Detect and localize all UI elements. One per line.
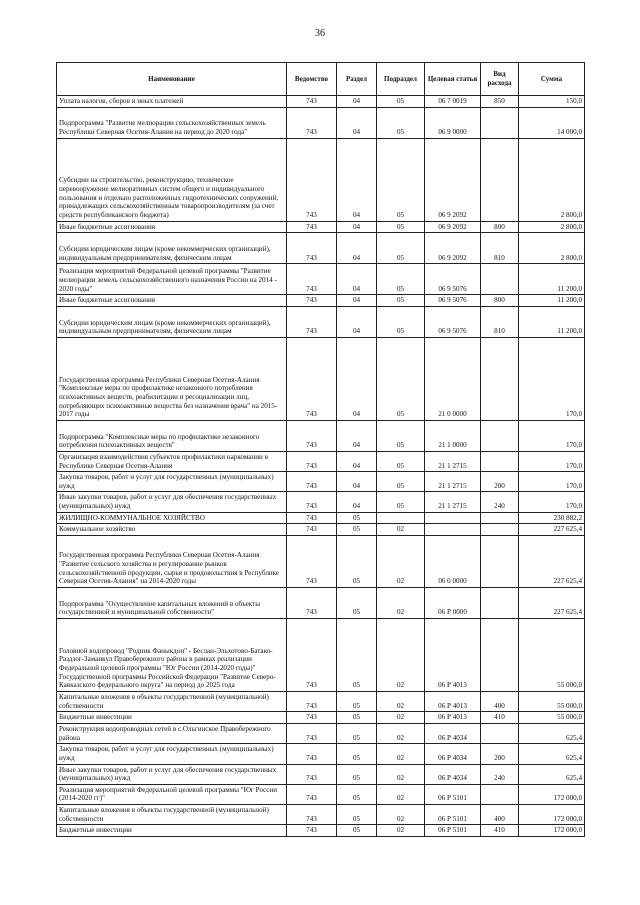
row-target-article: 06 9 2092 <box>425 233 481 264</box>
row-expense-type: 800 <box>481 295 519 307</box>
row-section: 05 <box>337 536 377 588</box>
row-department: 743 <box>287 744 337 764</box>
row-subsection: 05 <box>377 472 425 492</box>
row-expense-type: 400 <box>481 692 519 712</box>
row-name: Организация взаимодействия субъектов профилактики наркомании в Республике Северная Осетия-Алания <box>57 451 287 471</box>
row-section: 04 <box>337 138 377 221</box>
row-department: 743 <box>287 536 337 588</box>
row-section: 05 <box>337 764 377 784</box>
row-subsection: 02 <box>377 524 425 536</box>
header-name: Наименование <box>57 63 287 96</box>
row-section: 05 <box>337 512 377 524</box>
row-department: 743 <box>287 107 337 138</box>
row-target-article: 06 7 0019 <box>425 96 481 108</box>
row-expense-type <box>481 784 519 804</box>
row-expense-type <box>481 512 519 524</box>
row-name: Капитальные вложения в объекты государственной (муниципальной) собственности <box>57 692 287 712</box>
table-row <box>57 512 585 524</box>
row-subsection: 05 <box>377 96 425 108</box>
row-target-article: 06 Р 5101 <box>425 805 481 825</box>
row-subsection: 05 <box>377 451 425 471</box>
row-name: Иные бюджетные ассигнования <box>57 221 287 233</box>
row-department: 743 <box>287 805 337 825</box>
row-subsection: 02 <box>377 692 425 712</box>
table-row <box>57 306 585 337</box>
table-row <box>57 619 585 692</box>
row-target-article: 06 Р 5101 <box>425 784 481 804</box>
row-name: Бюджетные инвестиции <box>57 712 287 724</box>
row-department: 743 <box>287 723 337 743</box>
row-section: 04 <box>337 96 377 108</box>
row-target-article: 06 Р 5101 <box>425 825 481 837</box>
table-row <box>57 712 585 724</box>
row-target-article: 21 1 2715 <box>425 492 481 512</box>
row-amount: 227 625,4 <box>519 588 585 619</box>
row-amount: 11 200,0 <box>519 306 585 337</box>
row-amount: 2 800,0 <box>519 233 585 264</box>
row-subsection: 02 <box>377 536 425 588</box>
row-expense-type: 200 <box>481 744 519 764</box>
table-row <box>57 784 585 804</box>
row-section: 04 <box>337 264 377 295</box>
row-target-article: 06 9 5076 <box>425 295 481 307</box>
row-target-article: 06 9 5076 <box>425 264 481 295</box>
row-target-article: 06 9 2092 <box>425 138 481 221</box>
row-amount: 170,0 <box>519 492 585 512</box>
table-row <box>57 744 585 764</box>
row-department: 743 <box>287 712 337 724</box>
row-department: 743 <box>287 233 337 264</box>
row-subsection: 05 <box>377 264 425 295</box>
row-subsection: 05 <box>377 221 425 233</box>
row-expense-type <box>481 536 519 588</box>
row-amount: 11 200,0 <box>519 264 585 295</box>
row-expense-type: 800 <box>481 221 519 233</box>
row-name: Коммунальное хозяйство <box>57 524 287 536</box>
row-subsection: 02 <box>377 764 425 784</box>
row-expense-type: 240 <box>481 764 519 784</box>
row-name: Закупка товаров, работ и услуг для государственных (муниципальных) нужд <box>57 744 287 764</box>
row-expense-type: 200 <box>481 472 519 492</box>
row-department: 743 <box>287 264 337 295</box>
header-section: Раздел <box>337 63 377 96</box>
row-section: 04 <box>337 221 377 233</box>
table-row <box>57 492 585 512</box>
row-subsection: 02 <box>377 784 425 804</box>
row-section: 05 <box>337 692 377 712</box>
header-target-article: Целевая статья <box>425 63 481 96</box>
row-department: 743 <box>287 295 337 307</box>
row-subsection: 02 <box>377 805 425 825</box>
table-row <box>57 723 585 743</box>
row-expense-type <box>481 588 519 619</box>
row-section: 05 <box>337 744 377 764</box>
row-name: Подпрограмма "Комплексные меры по профилактике незаконного потребления психоактивных веществ" <box>57 420 287 451</box>
row-target-article: 06 9 2092 <box>425 221 481 233</box>
row-name: Подпрограмма "Осуществление капитальных вложений в объекты государственной и муниципальной собственности" <box>57 588 287 619</box>
row-section: 04 <box>337 451 377 471</box>
row-name: Государственная программа Республики Северная Осетия-Алания "Развитие сельского хозяйства и регулирование рынков сельскохозяйственной продукции, сырья и продовольствия в Республике Северная Осетия-Алания" на 2014-2020 годы <box>57 536 287 588</box>
row-name: Иные закупки товаров, работ и услуг для обеспечения государственных (муниципальных) нужд <box>57 492 287 512</box>
budget-table <box>56 62 585 837</box>
row-target-article: 06 9 5076 <box>425 306 481 337</box>
row-amount: 55 000,0 <box>519 692 585 712</box>
row-target-article: 06 Р 4034 <box>425 764 481 784</box>
row-amount: 625,4 <box>519 764 585 784</box>
row-department: 743 <box>287 588 337 619</box>
row-subsection: 02 <box>377 744 425 764</box>
row-target-article: 06 9 0000 <box>425 107 481 138</box>
header-subsection: Подраздел <box>377 63 425 96</box>
table-row <box>57 96 585 108</box>
row-expense-type <box>481 337 519 420</box>
row-amount: 11 200,0 <box>519 295 585 307</box>
table-row <box>57 524 585 536</box>
row-section: 04 <box>337 233 377 264</box>
row-amount: 172 000,0 <box>519 805 585 825</box>
table-row <box>57 337 585 420</box>
table-row <box>57 588 585 619</box>
row-department: 743 <box>287 306 337 337</box>
row-subsection: 02 <box>377 588 425 619</box>
row-expense-type: 410 <box>481 825 519 837</box>
row-amount: 170,0 <box>519 337 585 420</box>
row-section: 05 <box>337 805 377 825</box>
row-section: 04 <box>337 472 377 492</box>
row-section: 04 <box>337 420 377 451</box>
page-number: 36 <box>315 28 325 39</box>
row-target-article: 21 0 0000 <box>425 337 481 420</box>
table-row <box>57 221 585 233</box>
table-row <box>57 233 585 264</box>
row-target-article: 06 Р 4034 <box>425 744 481 764</box>
row-expense-type: 400 <box>481 805 519 825</box>
row-name: Иные закупки товаров, работ и услуг для обеспечения государственных (муниципальных) нужд <box>57 764 287 784</box>
table-row <box>57 764 585 784</box>
row-name: Бюджетные инвестиции <box>57 825 287 837</box>
row-expense-type: 810 <box>481 306 519 337</box>
row-expense-type <box>481 723 519 743</box>
row-name: Иные бюджетные ассигнования <box>57 295 287 307</box>
row-department: 743 <box>287 420 337 451</box>
row-target-article: 21 1 2715 <box>425 472 481 492</box>
row-department: 743 <box>287 764 337 784</box>
row-expense-type <box>481 138 519 221</box>
row-target-article <box>425 512 481 524</box>
row-section: 04 <box>337 306 377 337</box>
row-expense-type <box>481 107 519 138</box>
row-expense-type <box>481 420 519 451</box>
row-subsection: 05 <box>377 295 425 307</box>
header-department: Ведомство <box>287 63 337 96</box>
table-row <box>57 805 585 825</box>
row-department: 743 <box>287 692 337 712</box>
row-amount: 230 882,2 <box>519 512 585 524</box>
row-department: 743 <box>287 221 337 233</box>
row-subsection: 02 <box>377 723 425 743</box>
row-subsection: 05 <box>377 337 425 420</box>
table-row <box>57 692 585 712</box>
row-expense-type: 240 <box>481 492 519 512</box>
row-name: Капитальные вложения в объекты государственной (муниципальной) собственности <box>57 805 287 825</box>
row-subsection: 05 <box>377 420 425 451</box>
row-department: 743 <box>287 451 337 471</box>
row-target-article <box>425 524 481 536</box>
row-section: 05 <box>337 524 377 536</box>
row-subsection: 02 <box>377 712 425 724</box>
table-header-row <box>57 63 585 96</box>
row-subsection: 02 <box>377 825 425 837</box>
table-row <box>57 536 585 588</box>
row-target-article: 21 1 0000 <box>425 420 481 451</box>
table-body <box>57 96 585 837</box>
table-row <box>57 107 585 138</box>
row-department: 743 <box>287 619 337 692</box>
row-department: 743 <box>287 784 337 804</box>
table-row <box>57 138 585 221</box>
row-name: Субсидии юридическим лицам (кроме некоммерческих организаций), индивидуальным предпринимателям, физическим лицам <box>57 233 287 264</box>
table-row <box>57 264 585 295</box>
row-amount: 55 000,0 <box>519 619 585 692</box>
header-amount: Сумма <box>519 63 585 96</box>
row-name: Реконструкция водопроводных сетей в с.Ольгинское Правобережного района <box>57 723 287 743</box>
row-name: Субсидии на строительство, реконструкцию, техническое перевооружение мелиоративных систем общего и индивидуального пользования и отдельно расположенных гидротехнических сооружений, принадлежащих сельскохозяйственным товаропроизводителям (за счет средств республиканского бюджета) <box>57 138 287 221</box>
row-target-article: 06 Р 4013 <box>425 692 481 712</box>
table-row <box>57 472 585 492</box>
row-department: 743 <box>287 96 337 108</box>
row-subsection: 05 <box>377 306 425 337</box>
row-expense-type <box>481 619 519 692</box>
row-department: 743 <box>287 472 337 492</box>
table-row <box>57 825 585 837</box>
row-amount: 170,0 <box>519 472 585 492</box>
row-section: 05 <box>337 619 377 692</box>
row-section: 05 <box>337 825 377 837</box>
row-target-article: 06 Р 0000 <box>425 588 481 619</box>
row-department: 743 <box>287 138 337 221</box>
row-target-article: 06 Р 4013 <box>425 619 481 692</box>
row-target-article: 06 Р 4034 <box>425 723 481 743</box>
row-amount: 170,0 <box>519 420 585 451</box>
row-expense-type: 410 <box>481 712 519 724</box>
row-department: 743 <box>287 524 337 536</box>
row-amount: 2 800,0 <box>519 221 585 233</box>
table-row <box>57 295 585 307</box>
row-amount: 227 625,4 <box>519 524 585 536</box>
header-expense-type: Вид расхода <box>481 63 519 96</box>
row-expense-type <box>481 264 519 295</box>
row-name: Реализация мероприятий Федеральной целевой программы "Юг России (2014-2020 гг)" <box>57 784 287 804</box>
row-amount: 2 800,0 <box>519 138 585 221</box>
row-section: 05 <box>337 784 377 804</box>
row-expense-type: 850 <box>481 96 519 108</box>
row-expense-type <box>481 524 519 536</box>
row-subsection: 05 <box>377 492 425 512</box>
row-section: 04 <box>337 337 377 420</box>
row-amount: 625,4 <box>519 744 585 764</box>
row-name: Подпрограмма "Развитие мелиорации сельскохозяйственных земель Республики Северная Осетия-Алания на период до 2020 года" <box>57 107 287 138</box>
row-name: Реализация мероприятий Федеральной целевой программы "Развитие мелиорации земель сельскохозяйственного назначения России на 2014 - 2020 годы" <box>57 264 287 295</box>
row-amount: 625,4 <box>519 723 585 743</box>
row-amount: 55 000,0 <box>519 712 585 724</box>
row-name: ЖИЛИЩНО-КОММУНАЛЬНОЕ ХОЗЯЙСТВО <box>57 512 287 524</box>
row-section: 05 <box>337 712 377 724</box>
row-section: 05 <box>337 588 377 619</box>
row-name: Закупка товаров, работ и услуг для государственных (муниципальных) нужд <box>57 472 287 492</box>
row-target-article: 06 Р 4013 <box>425 712 481 724</box>
row-subsection: 05 <box>377 233 425 264</box>
row-expense-type <box>481 451 519 471</box>
row-amount: 170,0 <box>519 451 585 471</box>
row-amount: 172 000,0 <box>519 784 585 804</box>
row-department: 743 <box>287 512 337 524</box>
row-amount: 14 000,0 <box>519 107 585 138</box>
row-department: 743 <box>287 825 337 837</box>
row-target-article: 06 0 0000 <box>425 536 481 588</box>
row-section: 05 <box>337 723 377 743</box>
row-section: 04 <box>337 295 377 307</box>
row-subsection <box>377 512 425 524</box>
row-subsection: 05 <box>377 138 425 221</box>
row-subsection: 02 <box>377 619 425 692</box>
row-section: 04 <box>337 107 377 138</box>
row-amount: 172 000,0 <box>519 825 585 837</box>
row-section: 04 <box>337 492 377 512</box>
row-name: Уплата налогов, сборов и иных платежей <box>57 96 287 108</box>
table-row <box>57 420 585 451</box>
table-row <box>57 451 585 471</box>
row-name: Головной водопровод "Родник Фаныкдон" - Беслан-Эльхотово-Батако-Раздзог-Заманкул Правобережного района в рамках реализации Федеральной целевой программы "Юг России (2014-2020 годы)" Государственной программы Российской Федерации "Развитие Северо-Кавказского федерального округа" на период до 2025 года <box>57 619 287 692</box>
row-department: 743 <box>287 492 337 512</box>
row-target-article: 21 1 2715 <box>425 451 481 471</box>
row-department: 743 <box>287 337 337 420</box>
row-amount: 227 625,4 <box>519 536 585 588</box>
row-subsection: 05 <box>377 107 425 138</box>
row-amount: 150,0 <box>519 96 585 108</box>
row-name: Государственная программа Республики Северная Осетия-Алания "Комплексные меры по профилактике незаконного потребления психоактивных веществ, реабилитации и ресоциализации лиц, потребляющих психоактивные вещества без назначения врача" на 2015-2017 годы <box>57 337 287 420</box>
row-name: Субсидии юридическим лицам (кроме некоммерческих организаций), индивидуальным предпринимателям, физическим лицам <box>57 306 287 337</box>
row-expense-type: 810 <box>481 233 519 264</box>
